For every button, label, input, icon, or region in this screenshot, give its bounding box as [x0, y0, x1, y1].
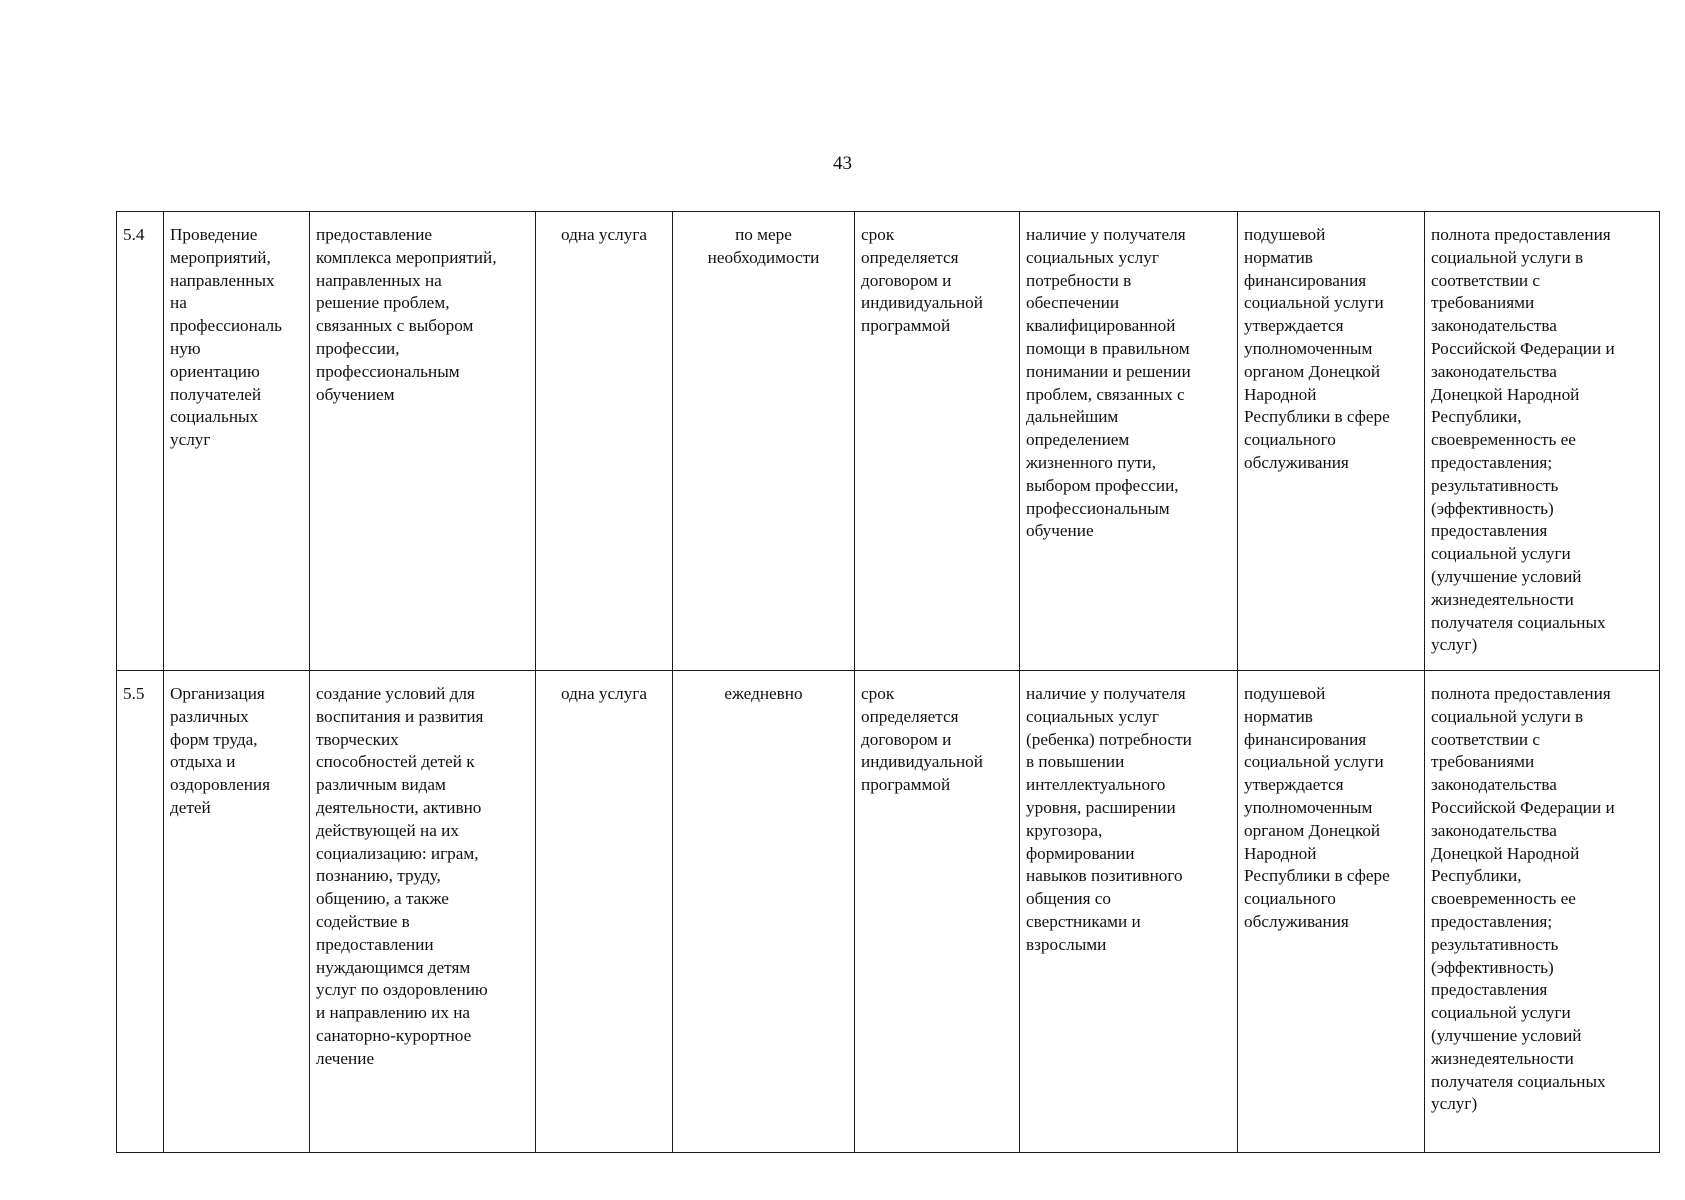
service-description-cell: предоставление комплекса мероприятий, направленных на решение проблем, связанных с выбором профессии, профессиональным обучением — [310, 212, 536, 671]
service-funding-cell: подушевой норматив финансирования социальной услуги утверждается уполномоченным органом Донецкой Народной Республики в сфере социального обслуживания — [1238, 671, 1425, 1153]
service-conditions-cell: наличие у получателя социальных услуг (ребенка) потребности в повышении интеллектуального уровня, расширении кругозора, формировании навыков позитивного общения со сверстниками и взрослыми — [1020, 671, 1238, 1153]
service-unit-cell: одна услуга — [536, 671, 673, 1153]
service-description-cell: создание условий для воспитания и развития творческих способностей детей к различным видам деятельности, активно действующей на их социализацию: играм, познанию, труду, общению, а также содействие в предоставлении нуждающимся детям услуг по оздоровлению и направлению их на санаторно-курортное лечение — [310, 671, 536, 1153]
service-frequency-cell: по мере необходимости — [673, 212, 855, 671]
service-funding-cell: подушевой норматив финансирования социальной услуги утверждается уполномоченным органом Донецкой Народной Республики в сфере социального обслуживания — [1238, 212, 1425, 671]
service-frequency-cell: ежедневно — [673, 671, 855, 1153]
table-row — [117, 671, 1660, 1153]
page-number: 43 — [833, 153, 852, 174]
service-name-cell: Организация различных форм труда, отдыха и оздоровления детей — [164, 671, 310, 1153]
table-row — [117, 212, 1660, 671]
services-table — [116, 211, 1660, 1153]
service-quality-cell: полнота предоставления социальной услуги в соответствии с требованиями законодательства Российской Федерации и законодательства Донецкой Народной Республики, своевременность ее предоставления; результативность (эффективность) предоставления социальной услуги (улучшение условий жизнедеятельности получателя социальных услуг) — [1425, 212, 1660, 671]
service-conditions-cell: наличие у получателя социальных услуг потребности в обеспечении квалифицированной помощи в правильном понимании и решении проблем, связанных с дальнейшим определением жизненного пути, выбором профессии, профессиональным обучение — [1020, 212, 1238, 671]
service-unit-cell: одна услуга — [536, 212, 673, 671]
row-number-cell: 5.5 — [117, 671, 164, 1153]
service-term-cell: срок определяется договором и индивидуальной программой — [855, 212, 1020, 671]
service-term-cell: срок определяется договором и индивидуальной программой — [855, 671, 1020, 1153]
row-number-cell: 5.4 — [117, 212, 164, 671]
service-quality-cell: полнота предоставления социальной услуги в соответствии с требованиями законодательства Российской Федерации и законодательства Донецкой Народной Республики, своевременность ее предоставления; результативность (эффективность) предоставления социальной услуги (улучшение условий жизнедеятельности получателя социальных услуг) — [1425, 671, 1660, 1153]
service-name-cell: Проведение мероприятий, направленных на профессиональ ную ориентацию получателей социальных услуг — [164, 212, 310, 671]
